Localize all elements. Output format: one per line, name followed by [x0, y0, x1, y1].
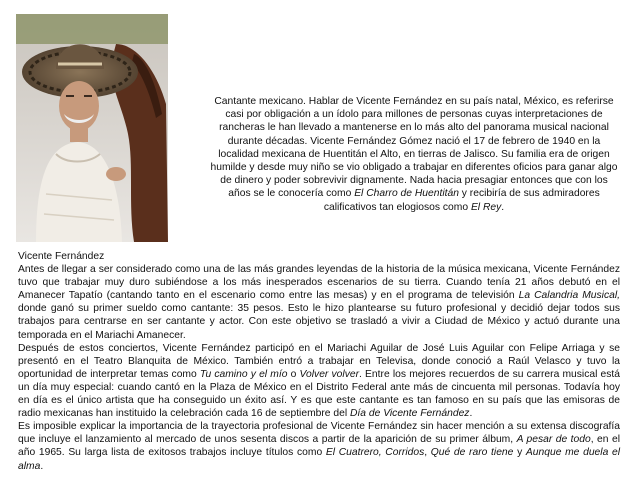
- intro-paragraph: [210, 95, 618, 214]
- text-run: y: [513, 447, 526, 459]
- emphasis-run: Volver volver: [299, 368, 360, 380]
- text-run: donde ganó su primer sueldo como cantante: 35 pesos. Esto le hizo plantearse su futuro profesional y decidió dejar todos sus trabajos para centrarse en ser cantante y actor. Con este objetivo se trasladó a vivir a Ciudad de México y actuó durante una temporada en el Mariachi Amanecer.: [18, 303, 620, 341]
- paragraph-discography: [18, 420, 620, 472]
- emphasis-run: Tu camino y el mío: [199, 368, 288, 380]
- intro-text: y recibiría de sus admiradores calificativos tan elogiosos como: [323, 188, 600, 213]
- emphasis-run: Aunque me duela el alma: [18, 447, 620, 472]
- paragraph-concerts: [18, 342, 620, 421]
- text-run: Después de estos conciertos, Vicente Fernández participó en el Mariachi Aguilar de José Luis Aguilar con Felipe Arriaga y se presentó en el Teatro Blanquita de México. También entró a trabajar en Televisa, donde conoció a Raúl Velasco y tuvo la oportunidad de interpretar temas como: [18, 342, 620, 380]
- text-run: Es imposible explicar la importancia de la trayectoria profesional de Vicente Fernández sin hacer mención a su extensa discografía que incluye el lanzamiento al mercado de unos sesenta discos a partir de la aparición de su primer álbum,: [18, 421, 620, 446]
- text-run: . Entre los mejores recuerdos de su carrera musical está un día muy especial: cuando cantó en la Plaza de México en el Distrito Federal ante más de cincuenta mil personas. Todavía hoy en día es el único artista que ha conseguido un éxito así. Y es que este cantante es tan famoso en su país que las emisoras de radio mexicanas han instituido la celebración cada 16 de septiembre del: [18, 368, 621, 420]
- text-run: .: [40, 460, 44, 472]
- text-run: .: [469, 408, 473, 420]
- biography-body: [18, 250, 620, 473]
- emphasis-run: Qué de raro tiene: [430, 447, 514, 459]
- text-run: , en el año 1965. Su larga lista de exitosos trabajos incluye títulos como: [18, 434, 620, 459]
- text-run: ,: [424, 447, 431, 459]
- emphasis-run: La Calandria Musical,: [518, 290, 620, 302]
- intro-text: Cantante mexicano. Hablar de Vicente Fernández en su país natal, México, es referirse casi por obligación a un ídolo para millones de personas cuyas interpretaciones de rancheras le han llevado a mantenerse en lo más alto del panorama musical nacional durante décadas. Vicente Fernández Gómez nació el 17 de febrero de 1940 en la localidad mexicana de Huentitán el Alto, en tierras de Jalisco. Su familia era de origen humilde y desde muy niño se vio obligado a trabajar en diferentes oficios para ganar algo de dinero y poder sobrevivir dignamente. Nada hacia presagiar entonces que con los años se le conocería como: [210, 96, 618, 200]
- emphasis-run: Día de Vicente Fernández: [350, 408, 470, 420]
- portrait-photo: [16, 14, 168, 242]
- emphasis-run: A pesar de todo: [516, 434, 591, 446]
- intro-emphasis: El Charro de Huentitán: [354, 188, 459, 200]
- biography-heading: Vicente Fernández: [18, 251, 105, 262]
- intro-text: .: [501, 201, 505, 213]
- text-run: o: [287, 368, 300, 380]
- text-run: Antes de llegar a ser considerado como una de las más grandes leyendas de la historia de la música mexicana, Vicente Fernández tuvo que trabajar muy duro subiéndose a los más inesperados escenarios de su tierra. Cuando tenía 21 años debutó en el Amanecer Tapatío (cantando tanto en el escenario como entre las mesas) y en el programa de televisión: [18, 264, 620, 302]
- paragraph-early-career: [18, 263, 620, 342]
- intro-emphasis: El Rey: [470, 201, 502, 213]
- emphasis-run: El Cuatrero, Corridos: [325, 447, 425, 459]
